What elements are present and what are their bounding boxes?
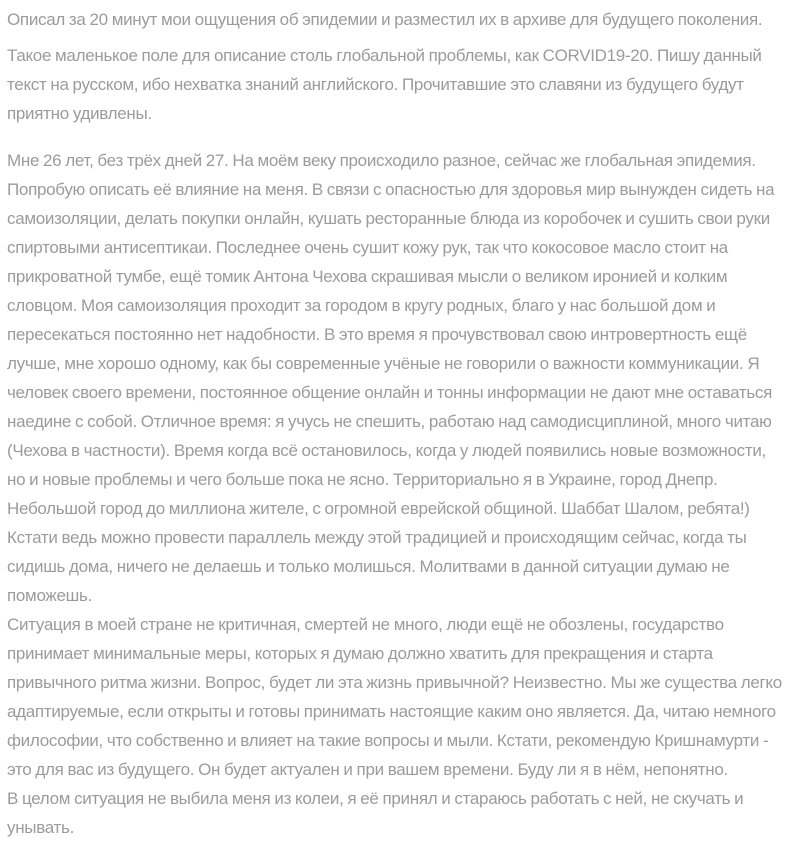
paragraph-body-1: Мне 26 лет, без трёх дней 27. На моём веку происходило разное, сейчас же глобальная эпидемия. Попробую описать её влияние на меня. В связи с опасностью для здоровья мир вынужден сидеть на самоизоляции, делать покупки онлайн, кушать ресторанные блюда из коробочек и сушить свои руки спиртовыми антисептикаи. Последнее очень сушит кожу рук, так что кокосовое масло стоит на прикроватной тумбе, ещё томик Антона Чехова скрашивая мысли о великом иронией и колким словцом. Моя самоизоляция проходит за городом в кругу родных, благо у нас большой дом и пересекаться постоянно нет надобности. В это время я прочувствовал свою интровертность ещё лучше, мне хорошо одному, как бы современные учёные не говорили о важности коммуникации. Я человек своего времени, постоянное общение онлайн и тонны информации не дают мне оставаться наедине с собой. Отличное время: я учусь не спешить, работаю над самодисциплиной, много читаю (Чехова в частности). Время когда всё остановилось, когда у людей появились новые возможности, но и новые проблемы и чего больше пока не ясно. Территориально я в Украине, город Днепр. Небольшой город до миллиона жителе, с огромной еврейской общиной. Шаббат Шалом, ребята!) Кстати ведь можно провести параллель между этой традицией и происходящим сейчас, когда ты сидишь дома, ничего не делаешь и только молишься. Молитвами в данной ситуации думаю не поможешь. <box>7 151 775 605</box>
paragraph-body-2: Ситуация в моей стране не критичная, смертей не много, люди ещё не обозлены, государство принимает минимальные меры, которых я думаю должно хватить для прекращения и старта привычного ритма жизни. Вопрос, будет ли эта жизнь привычной? Неизвестно. Мы же существа легко адаптируемые, если открыты и готовы принимать настоящие каким оно является. Да, читаю немного философии, что собственно и влияет на такие вопросы и мыли. Кстати, рекомендую Кришнамурти - это для вас из будущего. Он будет актуален и при вашем времени. Буду ли я в нём, непонятно. <box>7 615 782 779</box>
paragraph-preface: Такое маленькое поле для описание столь глобальной проблемы, как CORVID19-20. Пишу данный текст на русском, ибо нехватка знаний английского. Прочитавшие это славяни из будущего будут приятно удивлены. <box>7 46 762 123</box>
paragraph-body-3: В целом ситуация не выбила меня из колеи, я её принял и стараюсь работать с ней, не скучать и унывать. <box>7 789 744 837</box>
paragraph-intro: Описал за 20 минут мои ощущения об эпидемии и разместил их в архиве для будущего поколения. <box>7 10 763 29</box>
